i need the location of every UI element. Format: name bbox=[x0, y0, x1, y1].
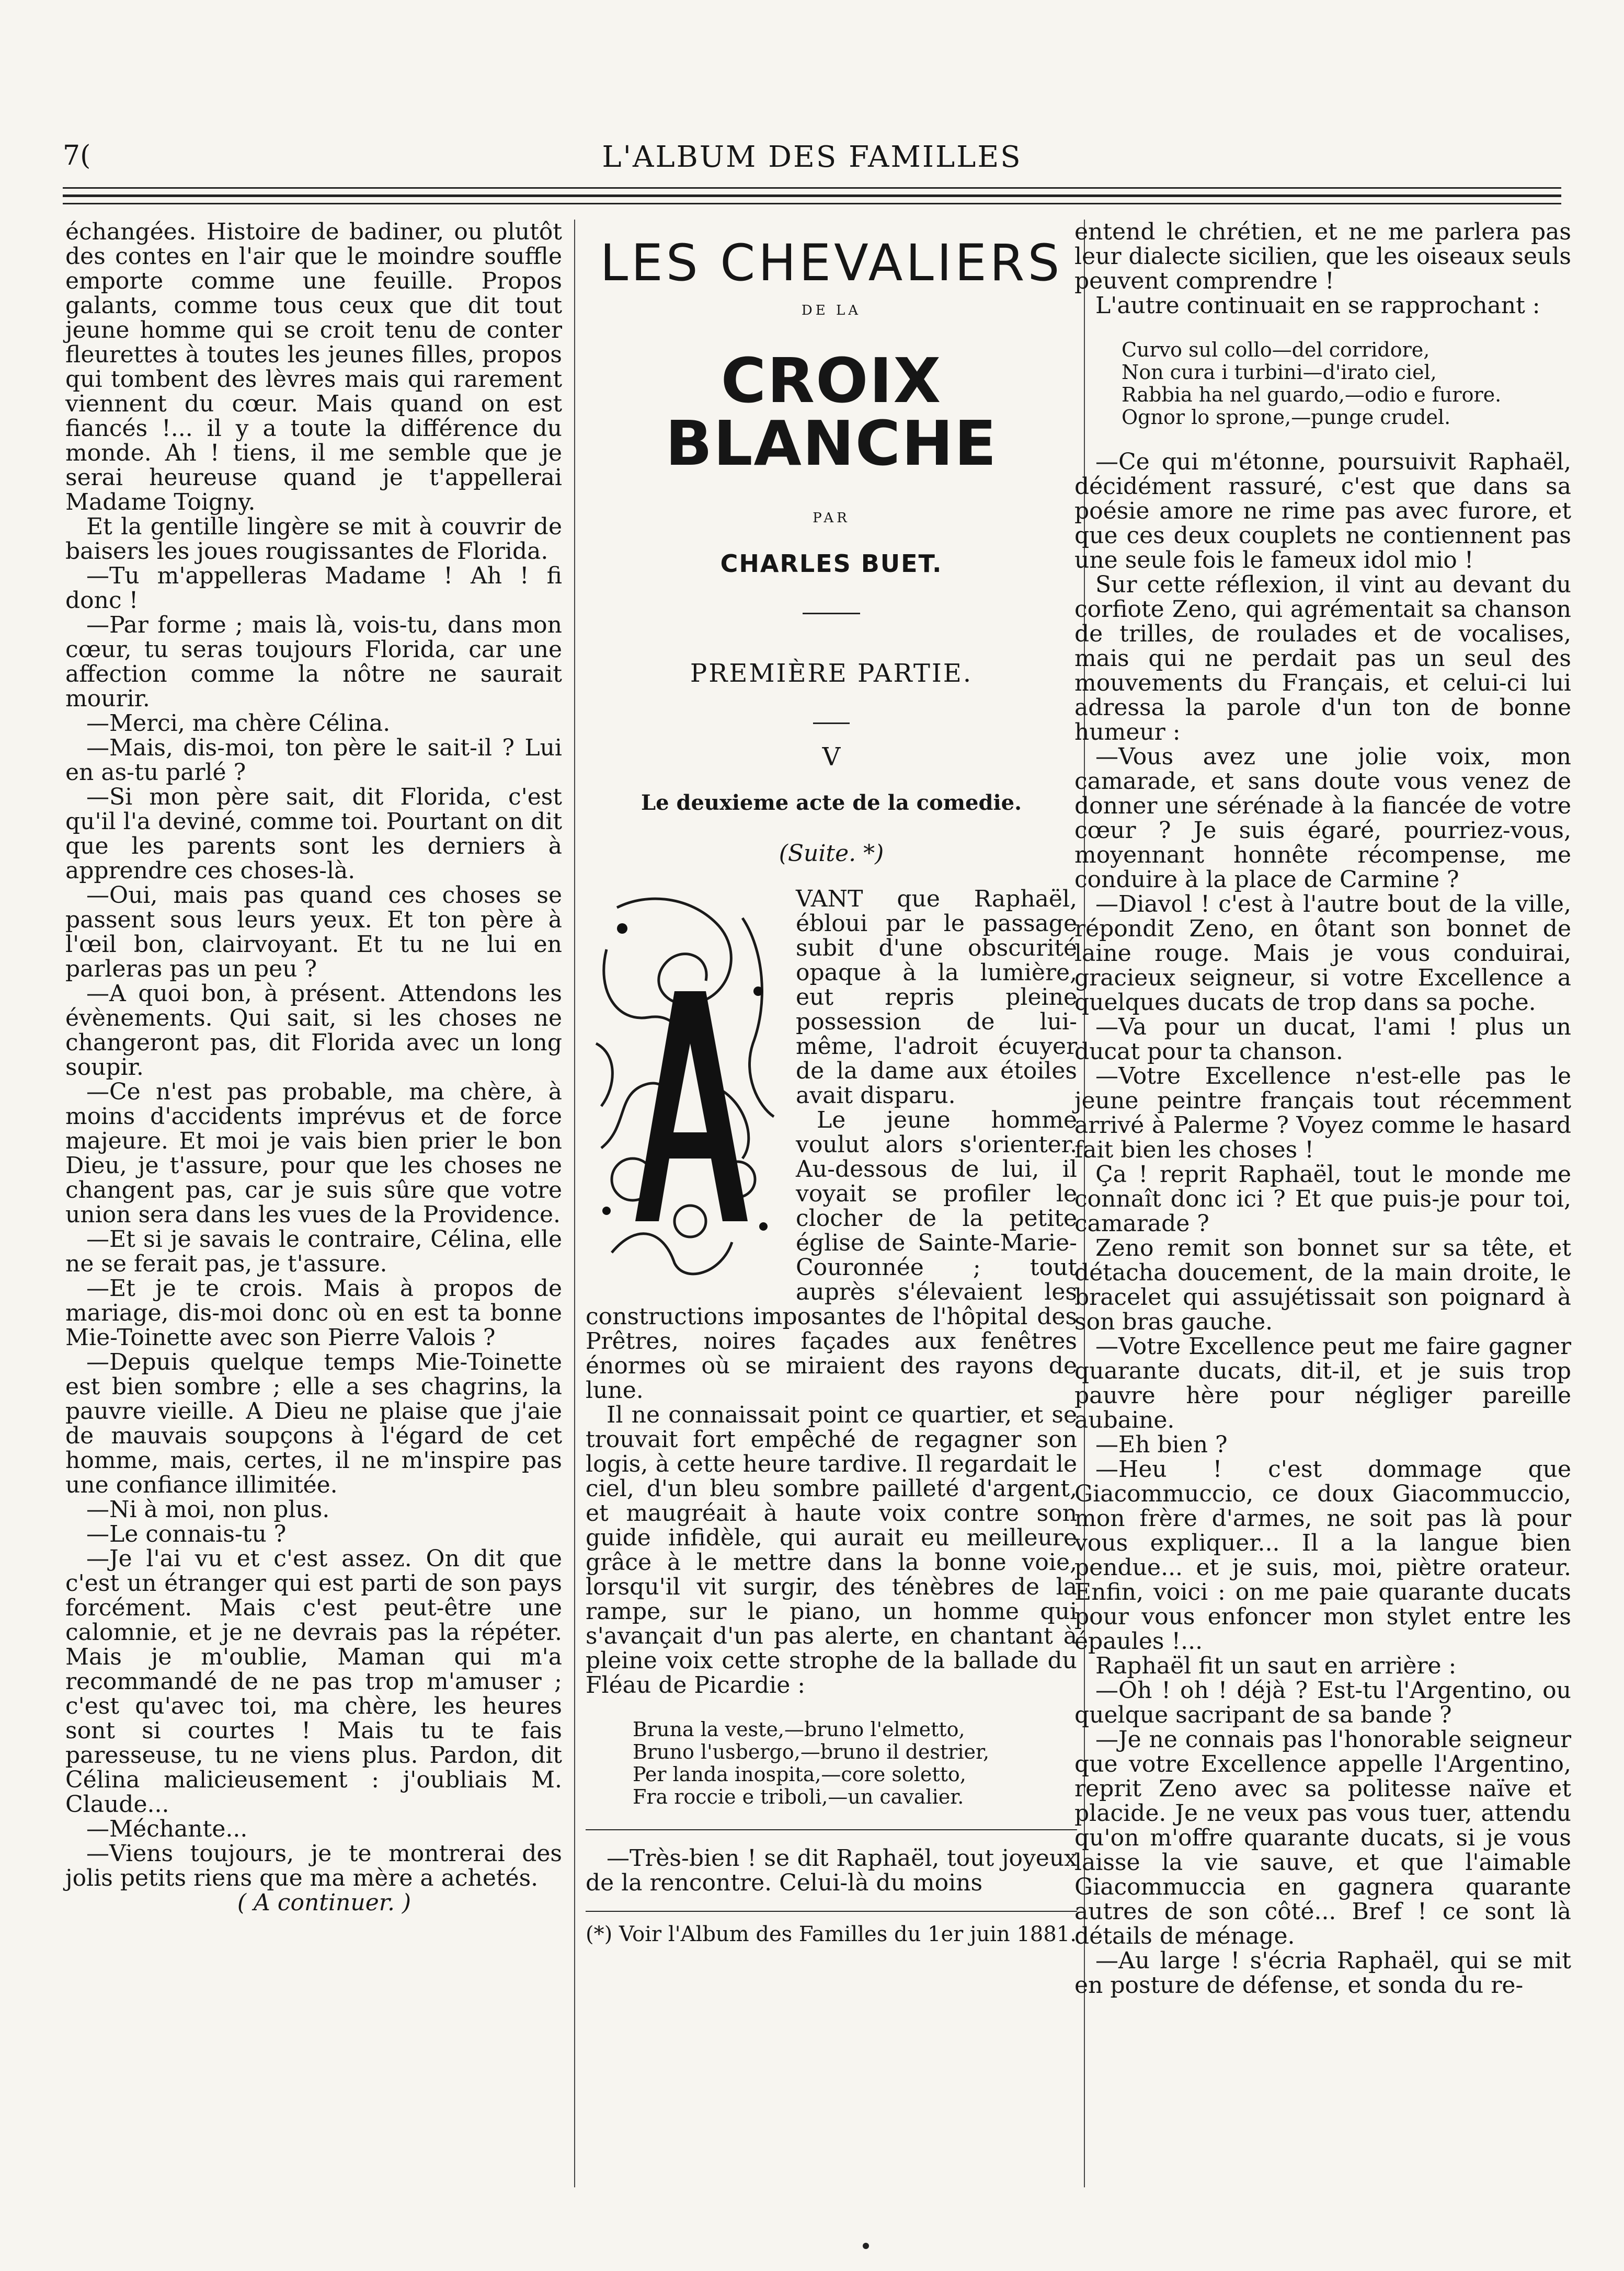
short-rule bbox=[813, 722, 850, 724]
verse-rule bbox=[586, 1829, 1077, 1830]
paragraph: —A quoi bon, à présent. Attendons les évènements. Qui sait, si les choses ne changeront pas, dit Florida avec un long soupir. bbox=[65, 980, 562, 1081]
header-rule bbox=[63, 187, 1561, 189]
column-separator bbox=[574, 220, 575, 2187]
verse-line: Non cura i turbini—d'irato ciel, bbox=[1122, 361, 1437, 384]
title-line-2: DE LA bbox=[801, 303, 862, 318]
to-be-continued: ( A continuer. ) bbox=[237, 1889, 411, 1916]
verse-line: Ognor lo sprone,—punge crudel. bbox=[1122, 406, 1451, 429]
paragraph: Sur cette réflexion, il vint au devant du corfiote Zeno, qui agrémentait sa chanson de trilles, de roulades et de vocalises, mais qui ne perdait pas un seul des mouvements du Français, et celui-ci lui adressa la parole d'un ton de bonne humeur : bbox=[1074, 571, 1571, 745]
paragraph: entend le chrétien, et ne me parlera pas leur dialecte sicilien, que les oiseaux seuls peuvent comprendre ! bbox=[1074, 219, 1571, 294]
paragraph: —Tu m'appelleras Madame ! Ah ! fi donc ! bbox=[65, 563, 562, 614]
paragraph: Et la gentille lingère se mit à couvrir de baisers les joues rougissantes de Florida. bbox=[65, 513, 562, 565]
byline-par: PAR bbox=[813, 510, 850, 526]
verse-line: Per landa inospita,—core soletto, bbox=[633, 1763, 966, 1786]
page-header bbox=[63, 140, 1561, 182]
paragraph: —Viens toujours, je te montrerai des jolis petits riens que ma mère a achetés. bbox=[65, 1840, 562, 1891]
paragraph: Le jeune homme voulut alors s'orienter. Au-dessous de lui, il voyait se profiler le clocher de la petite église de Sainte-Marie-Couronnée ; tout auprès s'élevaient les constructions imposantes de l'hôpital des Prêtres, noires façades aux fenêtres énormes où se miraient des rayons de lune. bbox=[586, 1107, 1077, 1404]
column-middle bbox=[586, 220, 1077, 1946]
paragraph: —Je l'ai vu et c'est assez. On dit que c'est un étranger qui est parti de son pays forcément. Mais c'est peut-être une calomnie, et je ne devrais pas la répéter. Mais je m'oublie, Maman qui m'a recommandé de ne pas trop m'amuser ; c'est qu'avec toi, ma chère, les heures sont si courtes ! Mais tu te fais paresseuse, tu ne viens plus. Pardon, dit Célina malicieusement : j'oubliais M. Claude... bbox=[65, 1545, 562, 1818]
paragraph: Il ne connaissait point ce quartier, et se trouvait fort empêché de regagner son logis, à cette heure tardive. Il regardait le ciel, d'un bleu sombre pailleté d'argent, et maugréait à haute voix contre son guide infidèle, qui aurait eu meilleure grâce à le mettre dans la bonne voie, lorsqu'il vit surgir, des ténèbres de la rampe, sur le piano, un homme qui s'avançait d'un pas alerte, en chantant à pleine voix cette strophe de la ballade du Fléau de Picardie : bbox=[586, 1402, 1077, 1699]
chapter-title: Le deuxieme acte de la comedie. bbox=[641, 790, 1022, 815]
verse-line: Rabbia ha nel guardo,—odio e furore. bbox=[1122, 383, 1502, 406]
paragraph: —Par forme ; mais là, vois-tu, dans mon cœur, tu seras toujours Florida, car une affection comme la nôtre ne saurait mourir. bbox=[65, 612, 562, 712]
paragraph: —Au large ! s'écria Raphaël, qui se mit en posture de défense, et sonda du re- bbox=[1074, 1947, 1571, 1999]
paragraph: —Votre Excellence n'est-elle pas le jeune peintre français tout récemment arrivé à Palerme ? Voyez comme le hasard fait bien les choses ! bbox=[1074, 1063, 1571, 1163]
title-line-1: LES CHEVALIERS bbox=[600, 234, 1063, 292]
verse-line: Fra roccie e triboli,—un cavalier. bbox=[633, 1785, 964, 1808]
paragraph: —Oui, mais pas quand ces choses se passent sous leurs yeux. Et ton père à l'œil bon, clairvoyant. Et tu ne lui en parleras pas un peu ? bbox=[65, 882, 562, 982]
paragraph: —Oh ! oh ! déjà ? Est-tu l'Argentino, ou quelque sacripant de sa bande ? bbox=[1074, 1677, 1571, 1728]
header-rule-thick bbox=[63, 194, 1561, 197]
paragraph: —Je ne connais pas l'honorable seigneur que votre Excellence appelle l'Argentino, reprit Zeno avec sa politesse naïve et placide. Je ne veux pas vous tuer, attendu qu'on m'offre quarante ducats, si je vous laisse la vie sauve, et que l'aimable Giacommuccia en gagnera quarante autres de son côté... Bref ! ce sont là détails de ménage. bbox=[1074, 1726, 1571, 1949]
paragraph: —Et si je savais le contraire, Célina, elle ne se ferait pas, je t'assure. bbox=[65, 1226, 562, 1277]
author: CHARLES BUET. bbox=[720, 549, 943, 578]
paragraph: Zeno remit son bonnet sur sa tête, et détacha doucement, de la main droite, le bracelet qui assujétissait son poignard à son bras gauche. bbox=[1074, 1235, 1571, 1335]
paragraph: —Très-bien ! se dit Raphaël, tout joyeux de la rencontre. Celui-là du moins bbox=[586, 1845, 1077, 1896]
paragraph: —Diavol ! c'est à l'autre bout de la ville, répondit Zeno, en ôtant son bonnet de laine rouge. Mais je vous conduirai, gracieux seigneur, si votre Excellence a quelques ducats de trop dans sa poche. bbox=[1074, 891, 1571, 1016]
paragraph: —Va pour un ducat, l'ami ! plus un ducat pour ta chanson. bbox=[1074, 1014, 1571, 1065]
running-title: L'ALBUM DES FAMILLES bbox=[602, 140, 1022, 174]
chapter-number: V bbox=[822, 742, 841, 772]
header-rule bbox=[63, 203, 1561, 204]
paragraph: —Ce qui m'étonne, poursuivit Raphaël, décidément rassuré, c'est que dans sa poésie amore ne rime pas avec furore, et que ces deux couplets ne contiennent pas une seule fois le fameux idol mio ! bbox=[1074, 449, 1571, 574]
paragraph: échangées. Histoire de badiner, ou plutôt des contes en l'air que le moindre souffle emporte comme une feuille. Propos galants, comme tous ceux que dit tout jeune homme qui se croit tenu de conter fleurettes à toutes les jeunes filles, propos qui tombent des lèvres mais qui rarement viennent du cœur. Mais quand on est fiancés !... il y a toute la différence du monde. Ah ! tiens, il me semble que je serai heureuse quand je t'appellerai Madame Toigny. bbox=[65, 219, 562, 515]
paragraph: —Et je te crois. Mais à propos de mariage, dis-moi donc où en est ta bonne Mie-Toinette avec son Pierre Valois ? bbox=[65, 1275, 562, 1351]
page-dot bbox=[863, 2243, 869, 2249]
paragraph: —Heu ! c'est dommage que Giacommuccio, ce doux Giacommuccio, mon frère d'armes, ne soit pas là pour vous expliquer... Il a la langue bien pendue... et je suis, moi, piètre orateur. Enfin, voici : on me paie quarante ducats pour vous enfoncer mon stylet entre les épaules !... bbox=[1074, 1456, 1571, 1655]
paragraph: —Ni à moi, non plus. bbox=[86, 1496, 330, 1523]
suite-note: (Suite. *) bbox=[779, 840, 884, 867]
column-left bbox=[65, 220, 562, 1915]
paragraph: Raphaël fit un saut en arrière : bbox=[1095, 1653, 1457, 1679]
verse-block bbox=[1122, 339, 1571, 429]
decorated-initial-icon bbox=[586, 887, 784, 1284]
verse-line: Curvo sul collo—del corridore, bbox=[1122, 338, 1430, 361]
verse-block bbox=[633, 1718, 1077, 1808]
part-title: PREMIÈRE PARTIE. bbox=[690, 659, 973, 688]
page-number: 7( bbox=[63, 140, 91, 171]
paragraph: —Mais, dis-moi, ton père le sait-il ? Lui en as-tu parlé ? bbox=[65, 735, 562, 786]
paragraph: —Méchante... bbox=[86, 1816, 248, 1842]
paragraph: —Vous avez une jolie voix, mon camarade, et sans doute vous venez de donner une sérénade à la fiancée de votre cœur ? Je suis égaré, pourriez-vous, moyennant honnête récompense, me conduire à la place de Carmine ? bbox=[1074, 743, 1571, 893]
column-right bbox=[1074, 220, 1571, 1998]
paragraph: —Merci, ma chère Célina. bbox=[86, 710, 391, 737]
short-rule bbox=[803, 613, 860, 614]
verse-line: Bruna la veste,—bruno l'elmetto, bbox=[633, 1718, 965, 1741]
paragraph: —Si mon père sait, dit Florida, c'est qu'il l'a deviné, comme toi. Pourtant on dit que les parents sont les derniers à apprendre ces choses-là. bbox=[65, 784, 562, 884]
paragraph: L'autre continuait en se rapprochant : bbox=[1095, 292, 1540, 319]
paragraph: —Ce n'est pas probable, ma chère, à moins d'accidents imprévus et de force majeure. Et moi je vais bien prier le bon Dieu, je t'assure, pour que les choses ne changent pas, car je suis sûre que votre union sera dans les vues de la Providence. bbox=[65, 1079, 562, 1228]
paragraph: —Depuis quelque temps Mie-Toinette est bien sombre ; elle a ses chagrins, la pauvre vieille. A Dieu ne plaise que j'aie de mauvais soupçons à l'égard de cet homme, mais, certes, il ne m'inspire pas une confiance illimitée. bbox=[65, 1349, 562, 1498]
paragraph: —Eh bien ? bbox=[1095, 1431, 1228, 1458]
title-main: CROIX BLANCHE bbox=[665, 345, 998, 479]
paragraph: —Le connais-tu ? bbox=[86, 1521, 287, 1547]
verse-line: Bruno l'usbergo,—bruno il destrier, bbox=[633, 1740, 990, 1763]
footnote: (*) Voir l'Album des Familles du 1er juin 1881. bbox=[586, 1911, 1077, 1946]
paragraph: VANT que Raphaël, ébloui par le passage subit d'une obscurité opaque à la lumière, eut repris pleine possession de lui-même, l'adroit écuyer de la dame aux étoiles avait disparu. bbox=[796, 886, 1077, 1109]
paragraph: Ça ! reprit Raphaël, tout le monde me connaît donc ici ? Et que puis-je pour toi, camarade ? bbox=[1074, 1161, 1571, 1237]
paragraph: —Votre Excellence peut me faire gagner quarante ducats, dit-il, et je suis trop pauvre hère pour négliger pareille aubaine. bbox=[1074, 1333, 1571, 1433]
